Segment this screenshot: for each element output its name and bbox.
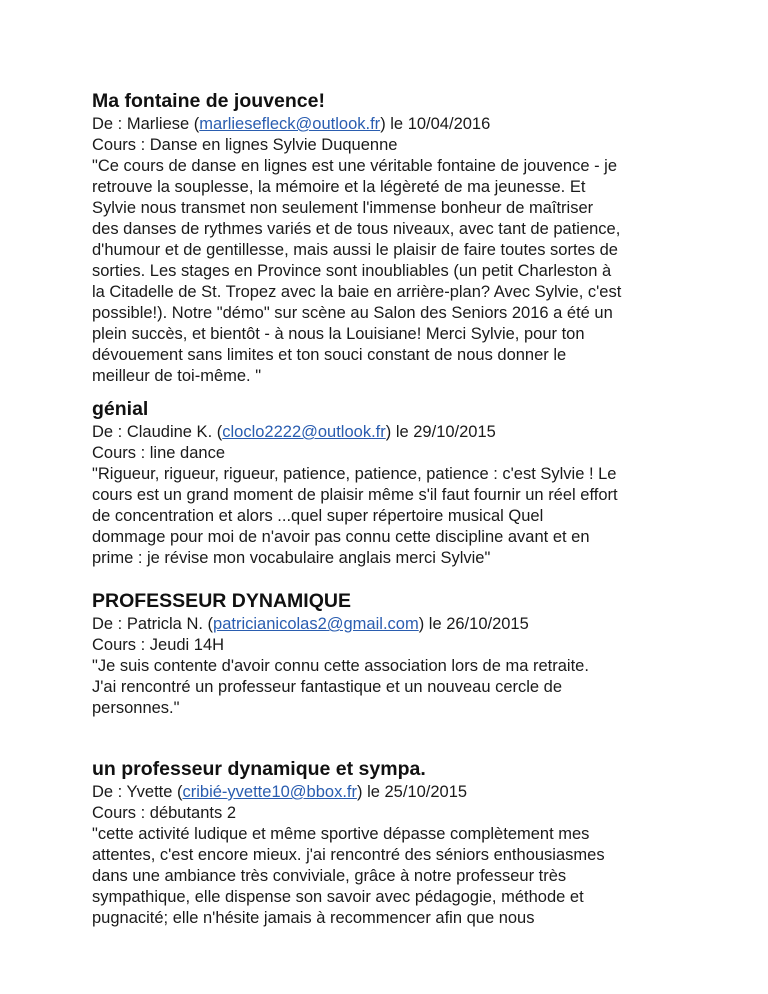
body-line: dévouement sans limites et ton souci constant de nous donner le	[92, 346, 567, 364]
body-line: "Rigueur, rigueur, rigueur, patience, patience, patience : c'est Sylvie ! Le	[92, 465, 617, 483]
body-line: sorties. Les stages en Province sont inoubliables (un petit Charleston à	[92, 262, 612, 280]
testimonial-title: PROFESSEUR DYNAMIQUE	[92, 590, 351, 612]
author-prefix: De : Yvette (	[92, 783, 183, 801]
body-line: dans une ambiance très conviviale, grâce à notre professeur très	[92, 867, 567, 885]
author-prefix: De : Marliese (	[92, 115, 200, 133]
course-name: Cours : line dance	[92, 444, 225, 462]
body-line: sympathique, elle dispense son savoir avec pédagogie, méthode et	[92, 888, 584, 906]
body-line: de concentration et alors ...quel super répertoire musical Quel	[92, 507, 544, 525]
body-line: cours est un grand moment de plaisir même s'il faut fournir un réel effort	[92, 486, 618, 504]
testimonial-body	[92, 156, 621, 387]
body-line: dommage pour moi de n'avoir pas connu cette discipline avant et en	[92, 528, 590, 546]
date-suffix: ) le 10/04/2016	[380, 115, 491, 133]
testimonial	[92, 396, 618, 569]
body-line: J'ai rencontré un professeur fantastique et un nouveau cercle de	[92, 678, 563, 696]
body-line: "cette activité ludique et même sportive dépasse complètement mes	[92, 825, 590, 843]
body-line: retrouve la souplesse, la mémoire et la légèreté de ma jeunesse. Et	[92, 178, 586, 196]
testimonial-title: un professeur dynamique et sympa.	[92, 758, 426, 780]
testimonial-title: génial	[92, 398, 149, 420]
body-line: attentes, c'est encore mieux. j'ai rencontré des séniors enthousiasmes	[92, 846, 605, 864]
body-line: la Citadelle de St. Tropez avec la baie en arrière-plan? Avec Sylvie, c'est	[92, 283, 622, 301]
body-line: personnes."	[92, 699, 180, 717]
body-line: meilleur de toi-même. "	[92, 367, 262, 385]
author-email-link[interactable]: patricianicolas2@gmail.com	[213, 615, 419, 633]
author-email-link[interactable]: cloclo2222@outlook.fr	[222, 423, 386, 441]
author-prefix: De : Patricla N. (	[92, 615, 214, 633]
course-name: Cours : Danse en lignes Sylvie Duquenne	[92, 136, 398, 154]
body-line: "Je suis contente d'avoir connu cette association lors de ma retraite.	[92, 657, 589, 675]
testimonial-body	[92, 824, 605, 929]
body-line: plein succès, et bientôt - à nous la Louisiane! Merci Sylvie, pour ton	[92, 325, 585, 343]
testimonial-author-line	[92, 614, 589, 635]
body-line: d'humour et de gentillesse, mais aussi le plaisir de faire toutes sortes de	[92, 241, 618, 259]
author-email-link[interactable]: cribié-yvette10@bbox.fr	[182, 783, 357, 801]
testimonial	[92, 756, 605, 929]
testimonial-body	[92, 656, 589, 719]
body-line: Sylvie nous transmet non seulement l'immense bonheur de maîtriser	[92, 199, 594, 217]
testimonial-author-line	[92, 782, 605, 803]
body-line: des danses de rythmes variés et de tous niveaux, avec tant de patience,	[92, 220, 621, 238]
body-line: pugnacité; elle n'hésite jamais à recommencer afin que nous	[92, 909, 535, 927]
testimonial	[92, 588, 589, 719]
author-email-link[interactable]: marliesefleck@outlook.fr	[199, 115, 381, 133]
course-name: Cours : Jeudi 14H	[92, 636, 225, 654]
testimonial-title: Ma fontaine de jouvence!	[92, 90, 325, 112]
course-name: Cours : débutants 2	[92, 804, 237, 822]
date-suffix: ) le 29/10/2015	[385, 423, 496, 441]
date-suffix: ) le 25/10/2015	[357, 783, 468, 801]
testimonial	[92, 88, 621, 387]
testimonial-author-line	[92, 422, 618, 443]
body-line: possible!). Notre "démo" sur scène au Salon des Seniors 2016 a été un	[92, 304, 613, 322]
testimonial-body	[92, 464, 618, 569]
testimonial-author-line	[92, 114, 621, 135]
date-suffix: ) le 26/10/2015	[418, 615, 529, 633]
body-line: prime : je révise mon vocabulaire anglais merci Sylvie"	[92, 549, 491, 567]
author-prefix: De : Claudine K. (	[92, 423, 223, 441]
body-line: "Ce cours de danse en lignes est une véritable fontaine de jouvence - je	[92, 157, 618, 175]
